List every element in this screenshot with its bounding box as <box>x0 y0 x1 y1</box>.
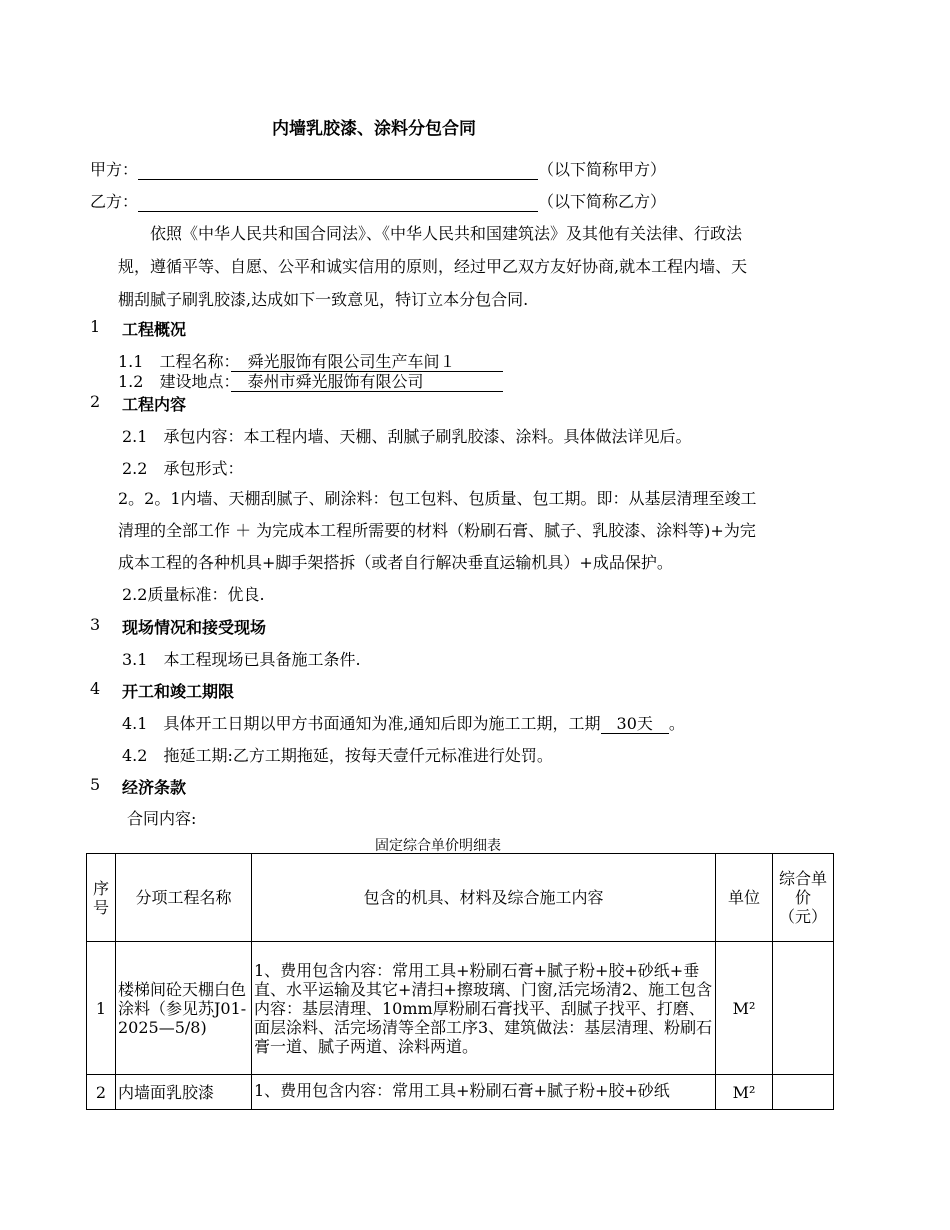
row-2-unit: M² <box>716 1075 773 1110</box>
row-2-name: 内墙面乳胶漆 <box>116 1075 252 1110</box>
table-caption: 固定综合单价明细表 <box>375 838 501 854</box>
construction-period-text: 4.1 具体开工日期以甲方书面通知为准,通知后即为施工工期，工期 <box>122 714 601 733</box>
construction-period-value: 30天 <box>600 714 669 733</box>
section-4-line-1 <box>122 711 685 734</box>
header-name: 分项工程名称 <box>116 854 252 942</box>
header-seq: 序号 <box>87 854 116 942</box>
table-row <box>87 1075 834 1110</box>
section-3-title: 现场情况和接受现场 <box>122 618 267 637</box>
party-b-blank[interactable] <box>138 193 538 212</box>
row-1-seq: 1 <box>87 942 116 1075</box>
section-3-line-1: 3.1 本工程现场已具备施工条件. <box>122 650 361 669</box>
row-1-content: 1、费用包含内容：常用工具+粉刷石膏+腻子粉+胶+砂纸+垂直、水平运输及其它+清扫+擦玻璃、门窗,活完场清2、施工包含内容：基层清理、10mm厚粉刷石膏找平、刮腻子找平、打磨、面层涂料、活完场清等全部工序3、建筑做法：基层清理、粉刷石膏一道、腻子两道、涂料两道。 <box>252 942 716 1075</box>
party-b-suffix: （以下简称乙方） <box>538 192 667 211</box>
section-2-line-6: 2.2质量标准：优良. <box>122 585 265 604</box>
project-location-label: 1.2 建设地点： <box>118 372 232 391</box>
row-2-price[interactable] <box>773 1075 834 1110</box>
project-name-value: 舜光服饰有限公司生产车间１ <box>231 352 504 371</box>
project-location-line <box>118 369 503 392</box>
table-row <box>87 942 834 1075</box>
section-2-line-2: 2.2 承包形式： <box>122 459 244 478</box>
section-4-title: 开工和竣工期限 <box>122 682 235 701</box>
construction-period-end: 。 <box>668 714 685 733</box>
document-title: 内墙乳胶漆、涂料分包合同 <box>272 119 476 139</box>
party-a-line <box>90 157 666 180</box>
row-1-price[interactable] <box>773 942 834 1075</box>
unit-price-table <box>86 853 834 1110</box>
section-1-number: 1 <box>90 317 101 336</box>
section-1-title: 工程概况 <box>122 320 187 339</box>
header-content: 包含的机具、材料及综合施工内容 <box>252 854 716 942</box>
section-4-number: 4 <box>90 679 101 698</box>
header-unit: 单位 <box>716 854 773 942</box>
section-2-line-5: 成本工程的各种机具+脚手架搭拆（或者自行解决垂直运输机具）+成品保护。 <box>118 553 673 572</box>
section-2-line-3: 2。2。1内墙、天棚刮腻子、刷涂料：包工包料、包质量、包工期。即：从基层清理至竣工 <box>118 489 757 508</box>
project-location-value: 泰州市舜光服饰有限公司 <box>231 372 504 391</box>
section-5-line-1: 合同内容: <box>127 809 197 828</box>
party-a-blank[interactable] <box>138 161 538 180</box>
row-1-unit: M² <box>716 942 773 1075</box>
table-header-row <box>87 854 834 942</box>
section-2-line-1: 2.1 承包内容：本工程内墙、天棚、刮腻子刷乳胶漆、涂料。具体做法详见后。 <box>122 427 692 446</box>
party-a-suffix: （以下简称甲方） <box>538 160 667 179</box>
section-2-line-4: 清理的全部工作 ＋ 为完成本工程所需要的材料（粉刷石膏、腻子、乳胶漆、涂料等)+为完 <box>118 521 756 540</box>
row-2-seq: 2 <box>87 1075 116 1110</box>
section-3-number: 3 <box>90 615 101 634</box>
party-b-label: 乙方： <box>90 192 139 211</box>
party-a-label: 甲方： <box>90 160 139 179</box>
party-b-line <box>90 189 666 212</box>
section-5-number: 5 <box>90 775 101 794</box>
header-price: 综合单价（元） <box>773 854 834 942</box>
section-2-title: 工程内容 <box>122 395 187 414</box>
intro-line-3: 棚刮腻子刷乳胶漆,达成如下一致意见，特订立本分包合同. <box>118 290 529 309</box>
intro-line-1: 依照《中华人民共和国合同法》、《中华人民共和国建筑法》及其他有关法律、行政法 <box>150 224 743 243</box>
section-5-title: 经济条款 <box>122 778 187 797</box>
section-4-line-2: 4.2 拖延工期:乙方工期拖延，按每天壹仟元标准进行处罚。 <box>122 746 553 765</box>
row-1-name: 楼梯间砼天棚白色涂料（参见苏J01-2025—5/8) <box>116 942 252 1075</box>
intro-line-2: 规，遵循平等、自愿、公平和诚实信用的原则，经过甲乙双方友好协商,就本工程内墙、天 <box>118 257 748 276</box>
row-2-content: 1、费用包含内容：常用工具+粉刷石膏+腻子粉+胶+砂纸 <box>252 1075 716 1110</box>
project-name-label: 1.1 工程名称： <box>118 352 232 371</box>
section-2-number: 2 <box>90 392 101 411</box>
